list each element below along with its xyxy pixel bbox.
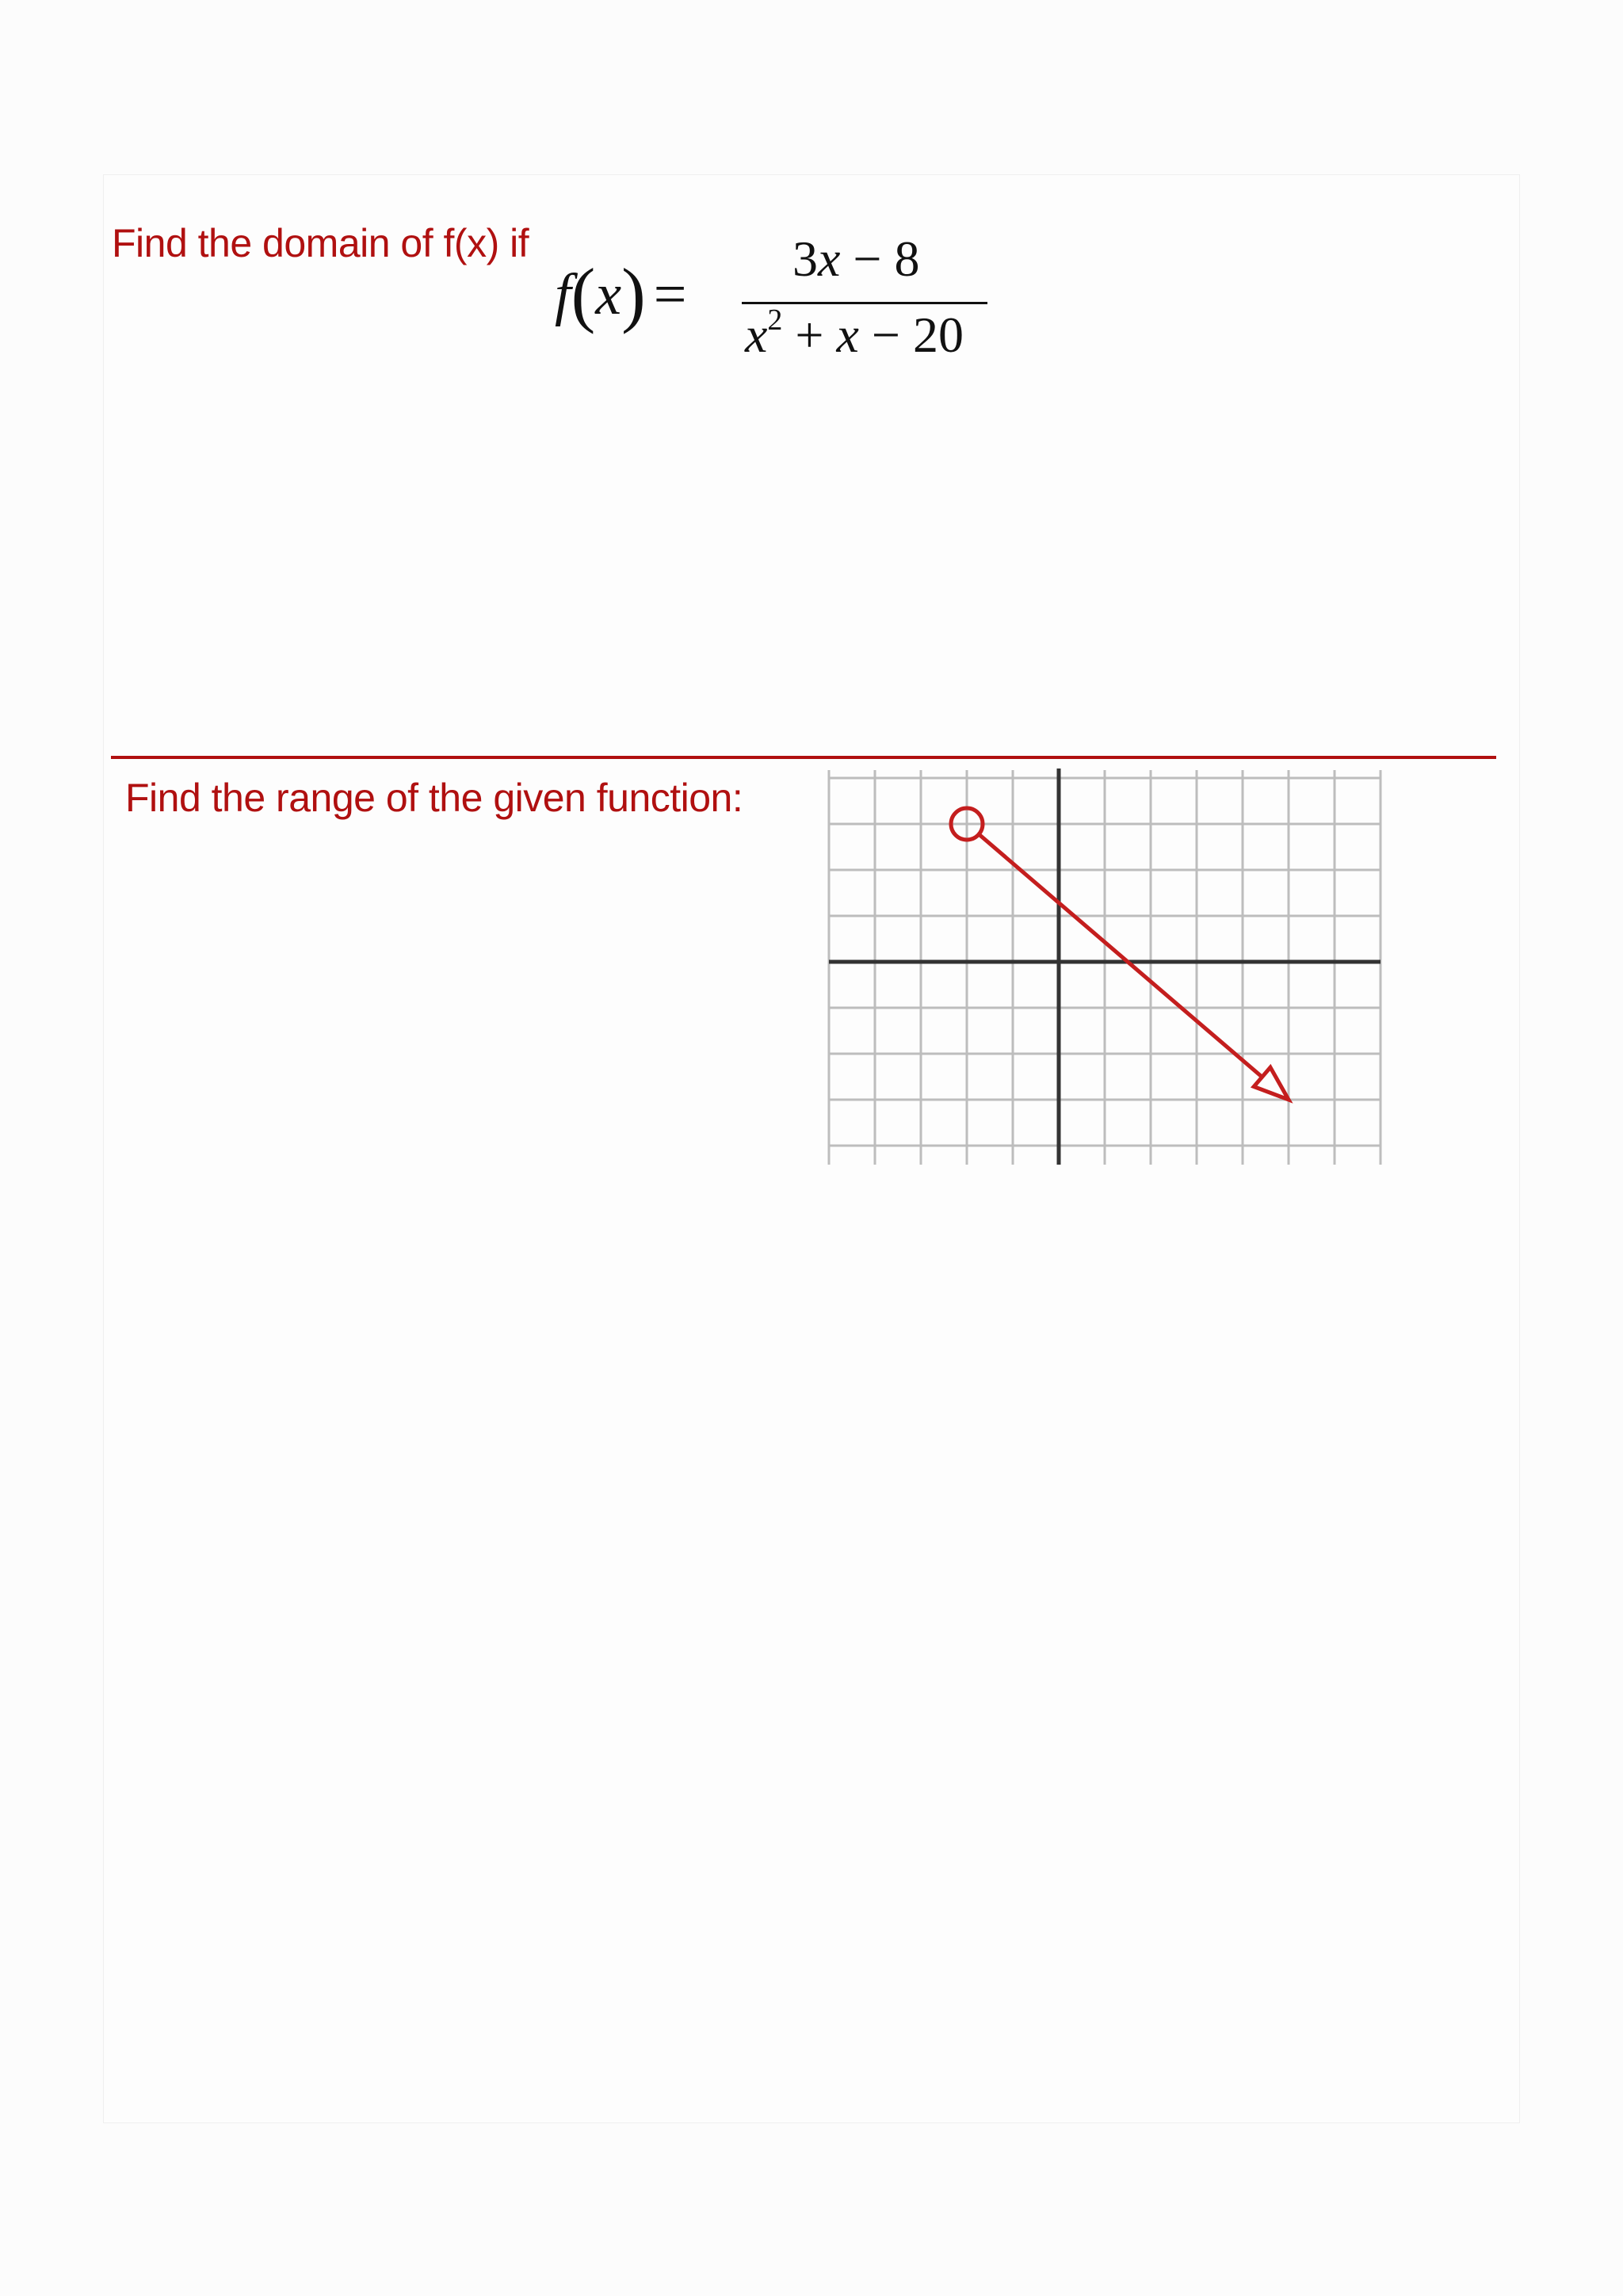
range-question: Find the range of the given function: [125, 776, 743, 820]
numerator-rest: − 8 [840, 231, 920, 287]
denominator-exponent: 2 [767, 303, 783, 337]
formula-equals: = [653, 262, 687, 327]
formula-open-paren: ( [571, 254, 596, 334]
numerator-coef: 3 [792, 231, 818, 287]
denominator-var2: x [836, 307, 859, 363]
denominator-var1: x [745, 307, 768, 363]
formula-lhs [555, 254, 687, 334]
domain-question: Find the domain of f(x) if [112, 221, 529, 265]
numerator-var: x [818, 231, 841, 287]
function-graph [824, 769, 1387, 1165]
section-divider [111, 756, 1496, 759]
denominator-rest: − 20 [858, 307, 964, 363]
formula-x: x [595, 262, 622, 327]
formula-f: f [555, 262, 571, 327]
formula-close-paren: ) [621, 254, 646, 334]
formula-denominator [745, 303, 964, 364]
denominator-plus: + [782, 307, 837, 363]
formula-numerator [792, 230, 920, 288]
